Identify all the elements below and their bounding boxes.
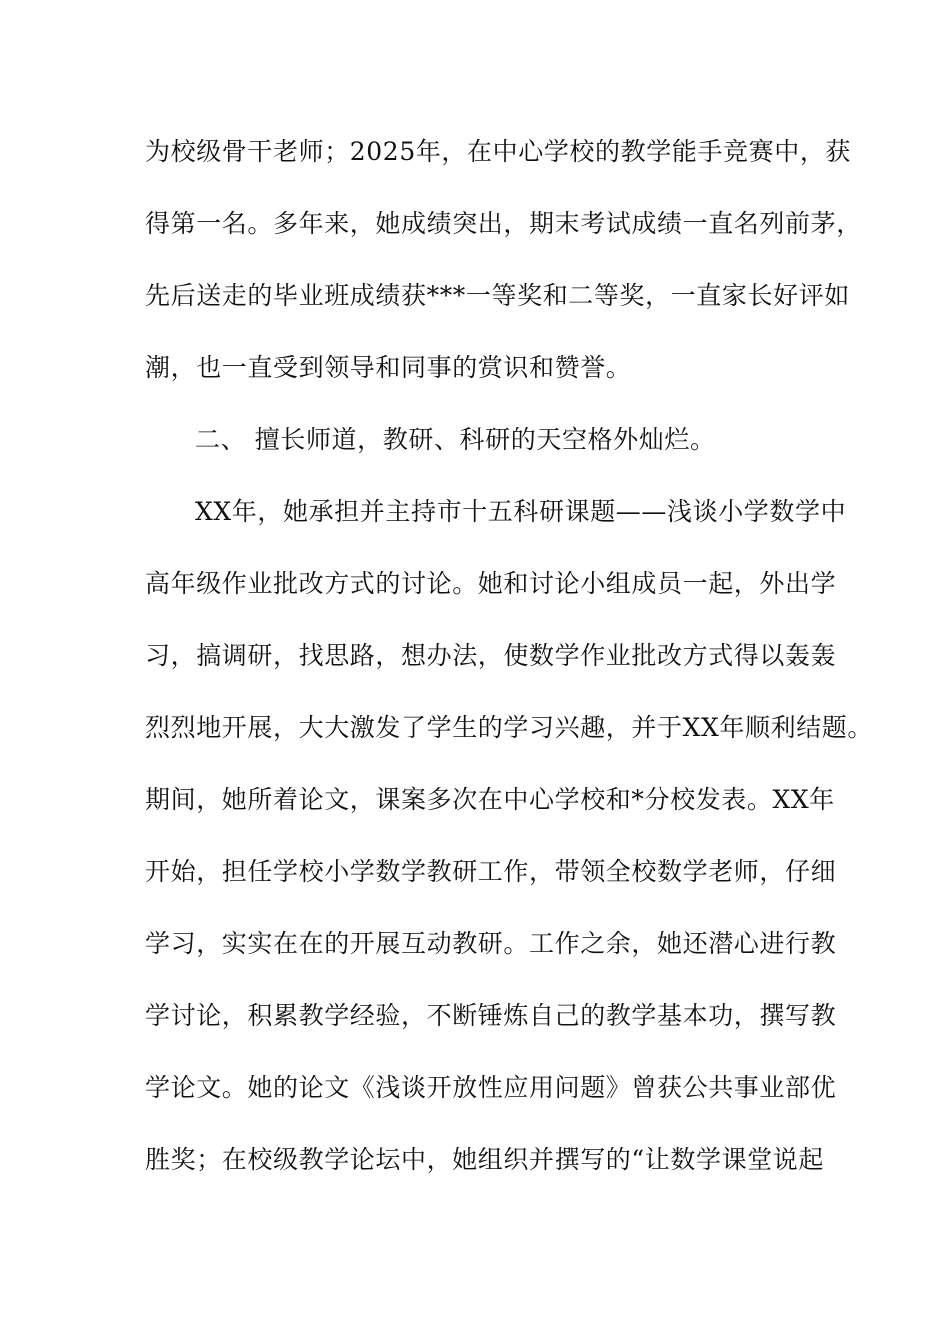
paragraph-line: 烈烈地开展，大大激发了学生的学习兴趣，并于XX年顺利结题。 xyxy=(145,713,873,742)
paragraph-line: XX年，她承担并主持市十五科研课题——浅谈小学数学中 xyxy=(195,497,847,526)
paragraph-line: 学习，实实在在的开展互动教研。工作之余，她还潜心进行教 xyxy=(145,929,837,958)
section-heading: 二、 擅长师道，教研、科研的天空格外灿烂。 xyxy=(195,425,716,454)
paragraph-line: 为校级骨干老师；2025年，在中心学校的教学能手竞赛中，获 xyxy=(145,137,852,166)
paragraph-line: 得第一名。多年来，她成绩突出，期末考试成绩一直名列前茅， xyxy=(145,209,862,238)
paragraph-line: 先后送走的毕业班成绩获***一等奖和二等奖，一直家长好评如 xyxy=(145,281,850,310)
paragraph-line: 学论文。她的论文《浅谈开放性应用问题》曾获公共事业部优 xyxy=(145,1073,837,1102)
paragraph-line: 期间，她所着论文，课案多次在中心学校和*分校发表。XX年 xyxy=(145,785,835,814)
paragraph-line: 潮，也一直受到领导和同事的赏识和赞誉。 xyxy=(145,353,632,382)
paragraph-line: 高年级作业批改方式的讨论。她和讨论小组成员一起，外出学 xyxy=(145,569,837,598)
paragraph-line: 胜奖；在校级教学论坛中，她组织并撰写的“让数学课堂说起 xyxy=(145,1145,824,1174)
paragraph-line: 学讨论，积累教学经验，不断锤炼自己的教学基本功，撰写教 xyxy=(145,1001,837,1030)
paragraph-line: 习，搞调研，找思路，想办法，使数学作业批改方式得以轰轰 xyxy=(145,641,837,670)
paragraph-line: 开始，担任学校小学数学教研工作，带领全校数学老师，仔细 xyxy=(145,857,837,886)
